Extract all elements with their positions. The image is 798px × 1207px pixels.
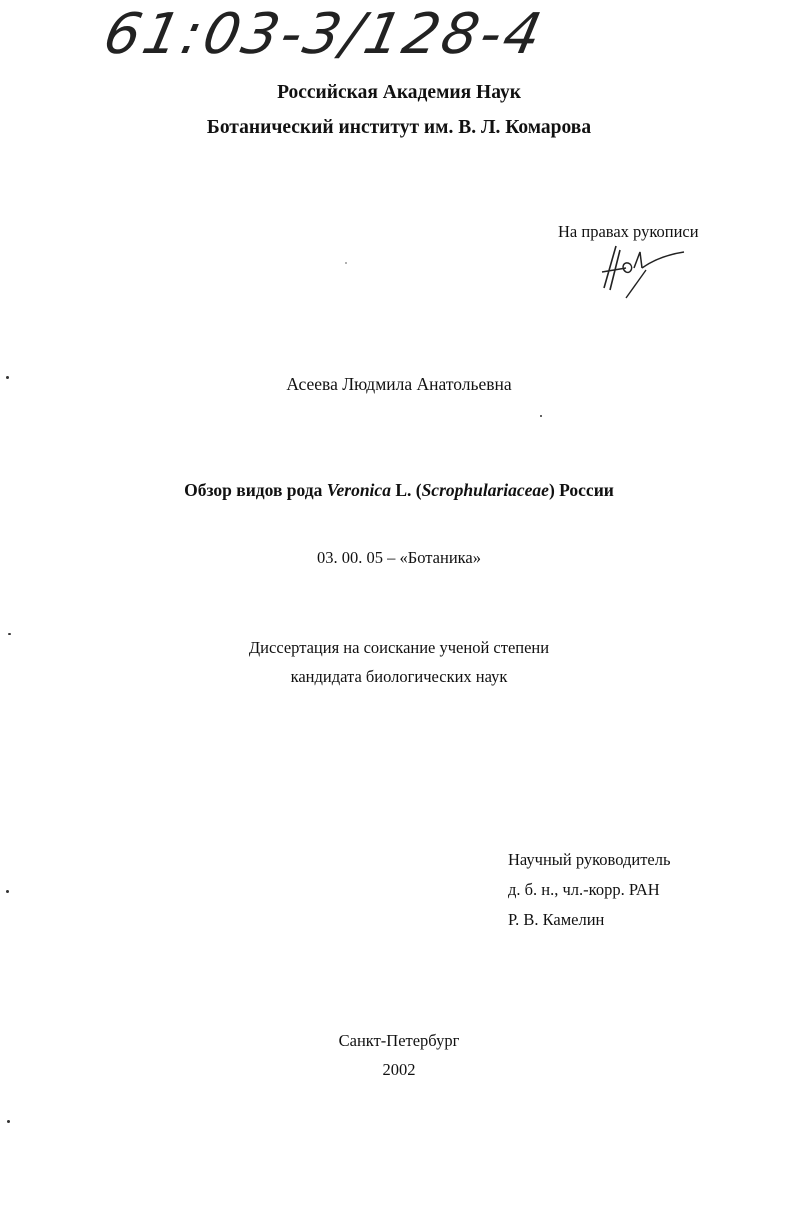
- specialty-code: 03. 00. 05 – «Ботаника»: [317, 548, 481, 567]
- signature-icon: [596, 238, 696, 304]
- scan-speck: [6, 376, 9, 379]
- title-part3: ) России: [548, 480, 614, 500]
- institute-title: Ботанический институт им. В. Л. Комарова: [206, 117, 592, 138]
- title-family: Scrophulariaceae: [421, 480, 549, 500]
- supervisor-role: Научный руководитель: [508, 850, 671, 869]
- title-part1: Обзор видов рода: [184, 480, 327, 500]
- supervisor-name: Р. В. Камелин: [508, 910, 605, 929]
- dissertation-line1: Диссертация на соискание ученой степени: [248, 638, 550, 657]
- title-genus: Veronica: [326, 480, 391, 500]
- year: 2002: [382, 1060, 416, 1079]
- title-part2: L. (: [390, 480, 422, 500]
- scan-speck: [8, 633, 11, 635]
- scan-speck: [7, 1120, 10, 1123]
- scan-speck: [345, 262, 347, 264]
- author-name: Асеева Людмила Анатольевна: [286, 374, 512, 394]
- dissertation-title: [0, 480, 798, 501]
- manuscript-note: На правах рукописи: [558, 222, 699, 241]
- archive-stamp: 61:03-3/128-4: [98, 2, 550, 67]
- scan-speck: [540, 415, 542, 417]
- city: Санкт-Петербург: [338, 1031, 460, 1050]
- dissertation-line2: кандидата биологических наук: [290, 667, 508, 686]
- supervisor-degree: д. б. н., чл.-корр. РАН: [508, 880, 660, 899]
- scan-speck: [6, 890, 9, 893]
- academy-title: Российская Академия Наук: [277, 82, 521, 103]
